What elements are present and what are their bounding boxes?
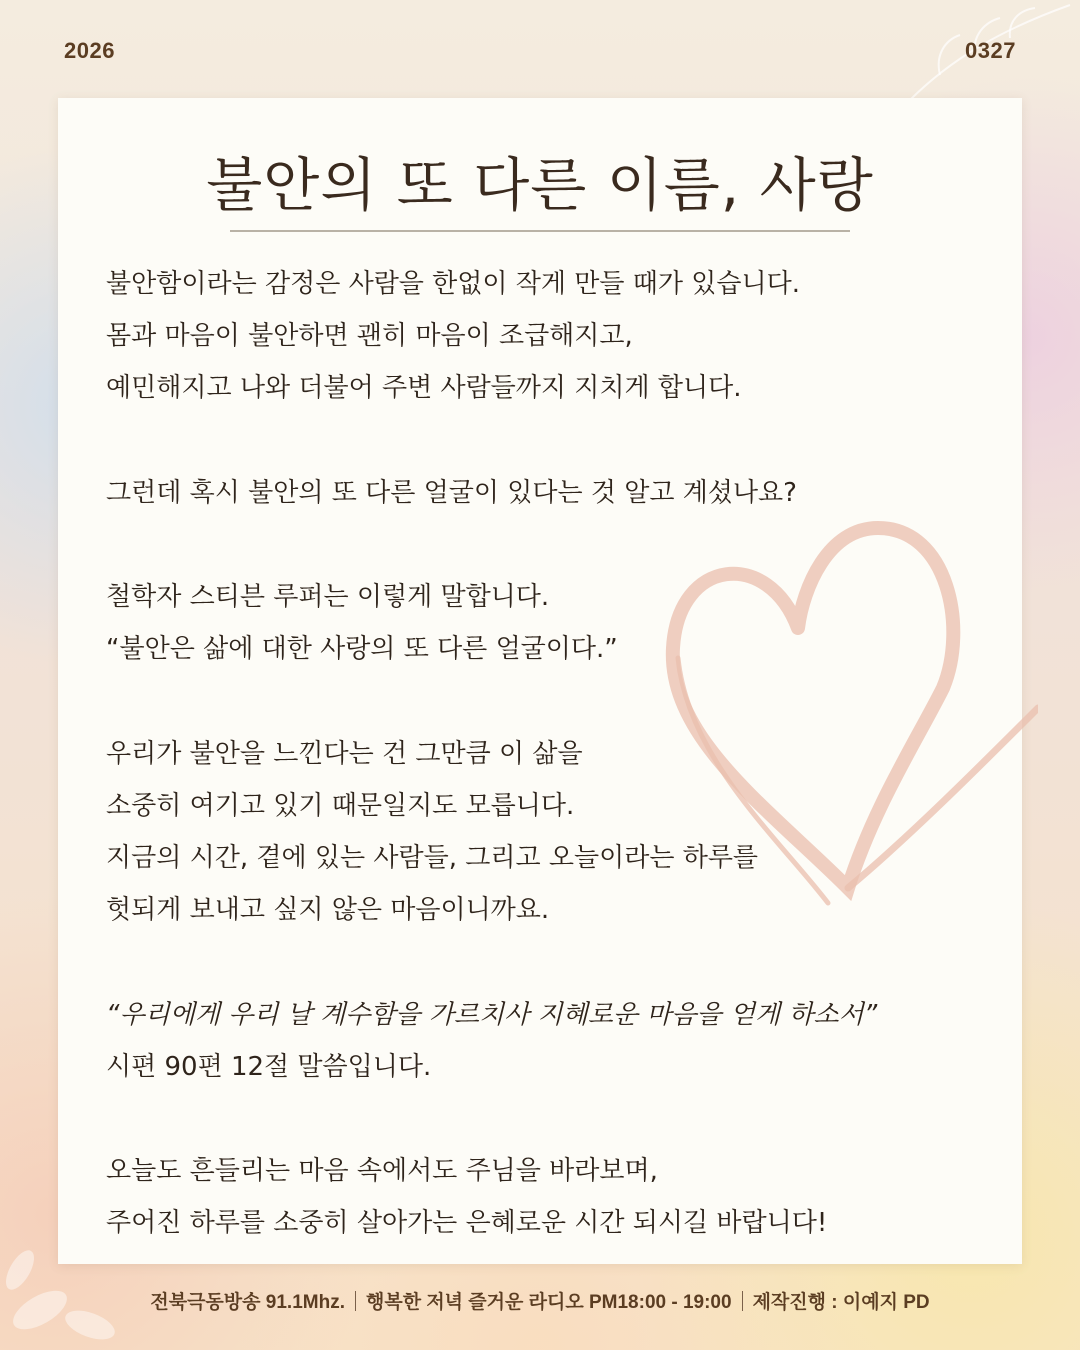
blank-line — [106, 676, 986, 728]
body-line: 철학자 스티븐 루퍼는 이렇게 말합니다. — [106, 582, 550, 613]
date-label: 0327 — [965, 38, 1016, 63]
footer-divider — [742, 1291, 743, 1311]
footer-divider — [355, 1291, 356, 1311]
message-body — [106, 258, 986, 1250]
footer-info — [0, 1287, 1080, 1314]
body-line: 지금의 시간, 곁에 있는 사람들, 그리고 오늘이라는 하루를 — [106, 843, 759, 874]
body-line: 주어진 하루를 소중히 살아가는 은혜로운 시간 되시길 바랍니다! — [106, 1208, 828, 1239]
producer-label: 제작진행 : 이예지 PD — [752, 1292, 930, 1313]
body-line: 소중히 여기고 있기 때문일지도 모릅니다. — [106, 790, 575, 821]
message-card — [58, 98, 1022, 1264]
body-line: 불안함이라는 감정은 사람을 한없이 작게 만들 때가 있습니다. — [106, 269, 801, 299]
blank-line — [106, 415, 986, 467]
body-line: 예민해지고 나와 더불어 주변 사람들까지 지치게 합니다. — [106, 373, 742, 404]
body-line: 그런데 혹시 불안의 또 다른 얼굴이 있다는 것 알고 계셨나요? — [106, 477, 797, 508]
station-label: 전북극동방송 91.1Mhz. — [150, 1292, 345, 1313]
body-line: 시편 90편 12절 말씀입니다. — [106, 1051, 432, 1082]
title-divider — [230, 230, 850, 232]
body-line: 몸과 마음이 불안하면 괜히 마음이 조급해지고, — [106, 321, 633, 352]
blank-line — [106, 1093, 986, 1145]
body-line: 오늘도 흔들리는 마음 속에서도 주님을 바라보며, — [106, 1156, 658, 1187]
body-line: “불안은 삶에 대한 사랑의 또 다른 얼굴이다.” — [106, 634, 618, 665]
body-line: 우리가 불안을 느낀다는 건 그만큼 이 삶을 — [106, 738, 583, 769]
program-label: 행복한 저녁 즐거운 라디오 PM18:00 - 19:00 — [365, 1292, 732, 1313]
scripture-quote-line: “우리에게 우리 날 계수함을 가르치사 지혜로운 마음을 얻게 하소서” — [106, 999, 878, 1030]
page-title: 불안의 또 다른 이름, 사랑 — [206, 151, 874, 219]
blank-line — [106, 936, 986, 988]
year-label: 2026 — [64, 38, 115, 63]
body-line: 헛되게 보내고 싶지 않은 마음이니까요. — [106, 895, 550, 926]
blank-line — [106, 519, 986, 571]
